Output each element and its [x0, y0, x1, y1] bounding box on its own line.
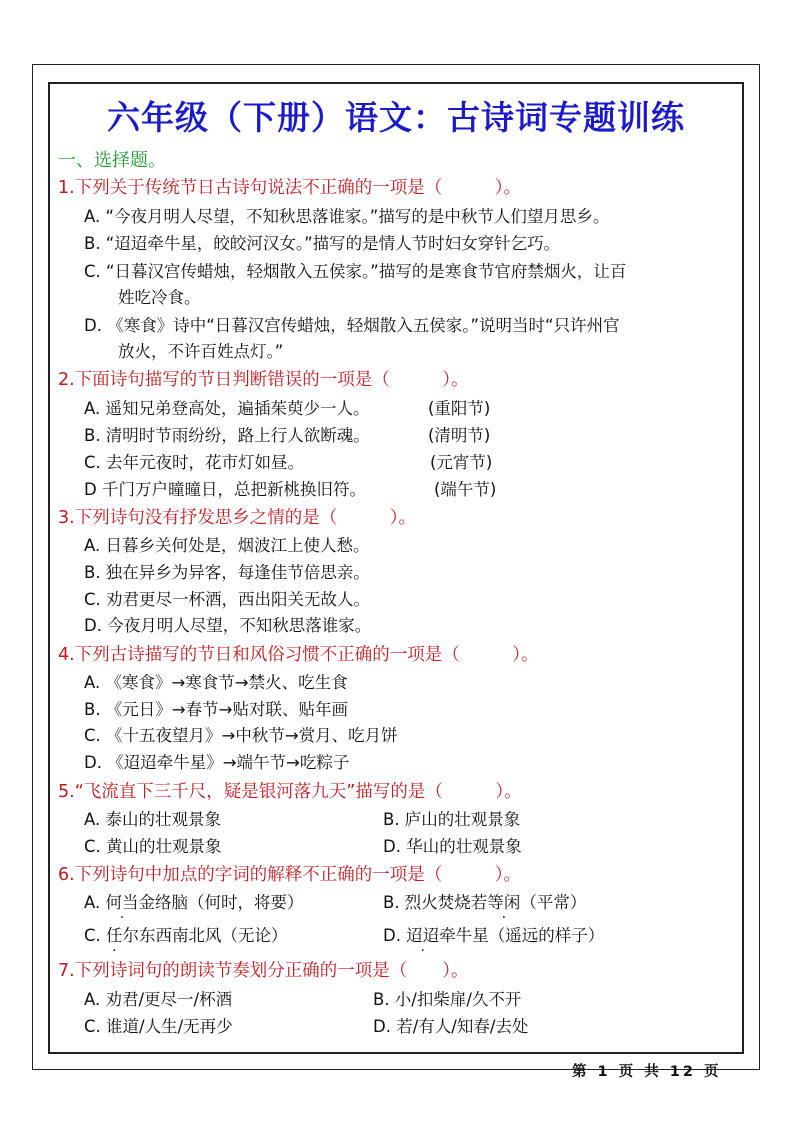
question-7: 7.下列诗词句的朗读节奏划分正确的一项是（ ）。 [58, 961, 469, 981]
q3-option-a: A. 日暮乡关何处是，烟波江上使人愁。 [84, 536, 370, 555]
q2-option-a-note: (重阳节) [428, 399, 491, 418]
question-1: 1.下列关于传统节日古诗句说法不正确的一项是（ ）。 [58, 178, 521, 198]
q6-option-a [84, 889, 304, 913]
q6-d-prefix: D. [383, 926, 407, 945]
q7-option-d: D. 若/有人/知春/去处 [373, 1017, 529, 1036]
q4-option-b: B. 《元日》→春节→贴对联、贴年画 [84, 700, 348, 719]
q1-option-a: A. “今夜月明人尽望，不知秋思落谁家。”描写的是中秋节人们望月思乡。 [84, 207, 610, 226]
q5-option-c: C. 黄山的壮观景象 [84, 837, 222, 856]
q3-option-d: D. 今夜月明人尽望，不知秋思落谁家。 [84, 616, 372, 635]
q2-option-d: D 千门万户曈曈日，总把新桃换旧符。 [84, 480, 366, 499]
question-6: 6.下列诗句中加点的字词的解释不正确的一项是（ ）。 [58, 865, 521, 885]
q6-c-prefix: C. [84, 926, 107, 945]
q6-option-d [383, 922, 604, 946]
q5-option-a: A. 泰山的壮观景象 [84, 810, 221, 829]
q4-option-d: D. 《迢迢牵牛星》→端午节→吃粽子 [84, 753, 350, 772]
q6-option-c [84, 922, 288, 946]
q2-option-d-note: (端午节) [434, 480, 497, 499]
q1-option-d-cont: 放火，不许百姓点灯。” [118, 342, 284, 361]
q6-b-prefix: B. 烈火焚烧若 [383, 893, 488, 912]
q7-option-a: A. 劝君/更尽一/杯酒 [84, 990, 233, 1009]
q5-option-d: D. 华山的壮观景象 [383, 837, 522, 856]
question-5: 5.“飞流直下三千尺，疑是银河落九天”描写的是（ ）。 [58, 782, 522, 802]
q1-option-c: C. “日暮汉宫传蜡烛，轻烟散入五侯家。”描写的是寒食节官府禁烟火，让百 [84, 262, 627, 281]
question-4: 4.下列古诗描写的节日和风俗习惯不正确的一项是（ ）。 [58, 645, 539, 665]
q6-option-b [383, 889, 586, 913]
q7-option-b: B. 小/扣柴扉/久不开 [373, 990, 522, 1009]
q6-c-dotted-word: 任 [106, 926, 123, 945]
q3-option-b: B. 独在异乡为异客，每逢佳节倍思亲。 [84, 563, 370, 582]
q2-option-a: A. 遥知兄弟登高处，遍插茱萸少一人。 [84, 399, 370, 418]
q6-b-dotted-word: 等闲 [487, 893, 521, 912]
q6-a-dotted-word: 何当 [105, 893, 139, 912]
q1-option-b: B. “迢迢牵牛星，皎皎河汉女。”描写的是情人节时妇女穿针乞巧。 [84, 234, 561, 253]
section-heading: 一、选择题。 [58, 150, 166, 171]
q4-option-c: C. 《十五夜望月》→中秋节→赏月、吃月饼 [84, 726, 398, 745]
q2-option-c-note: (元宵节) [430, 453, 493, 472]
page-number: 第 1 页 共 12 页 [572, 1064, 722, 1080]
q4-option-a: A. 《寒食》→寒食节→禁火、吃生食 [84, 673, 348, 692]
q6-a-prefix: A. [84, 893, 106, 912]
q2-option-b-note: (清明节) [428, 426, 491, 445]
q6-d-dotted-word: 迢迢 [406, 926, 440, 945]
q6-d-suffix: 牵牛星（遥远的样子） [439, 926, 605, 945]
q6-c-suffix: 尔东西南北风（无论） [122, 926, 288, 945]
q6-b-suffix: （平常） [520, 893, 587, 912]
question-2: 2.下面诗句描写的节日判断错误的一项是（ ）。 [58, 370, 469, 390]
q1-option-d: D. 《寒食》诗中“日暮汉宫传蜡烛，轻烟散入五侯家。”说明当时“只许州官 [84, 316, 620, 335]
question-3: 3.下列诗句没有抒发思乡之情的是（ ）。 [58, 508, 416, 528]
page-title: 六年级（下册）语文：古诗词专题训练 [107, 98, 685, 137]
q2-option-b: B. 清明时节雨纷纷，路上行人欲断魂。 [84, 426, 370, 445]
q7-option-c: C. 谁道/人生/无再少 [84, 1017, 233, 1036]
q2-option-c: C. 去年元夜时，花市灯如昼。 [84, 453, 305, 472]
q6-a-suffix: 金络脑（何时，将要） [138, 893, 304, 912]
q1-option-c-cont: 姓吃冷食。 [118, 288, 201, 307]
q5-option-b: B. 庐山的壮观景象 [383, 810, 521, 829]
q3-option-c: C. 劝君更尽一杯酒，西出阳关无故人。 [84, 590, 371, 609]
